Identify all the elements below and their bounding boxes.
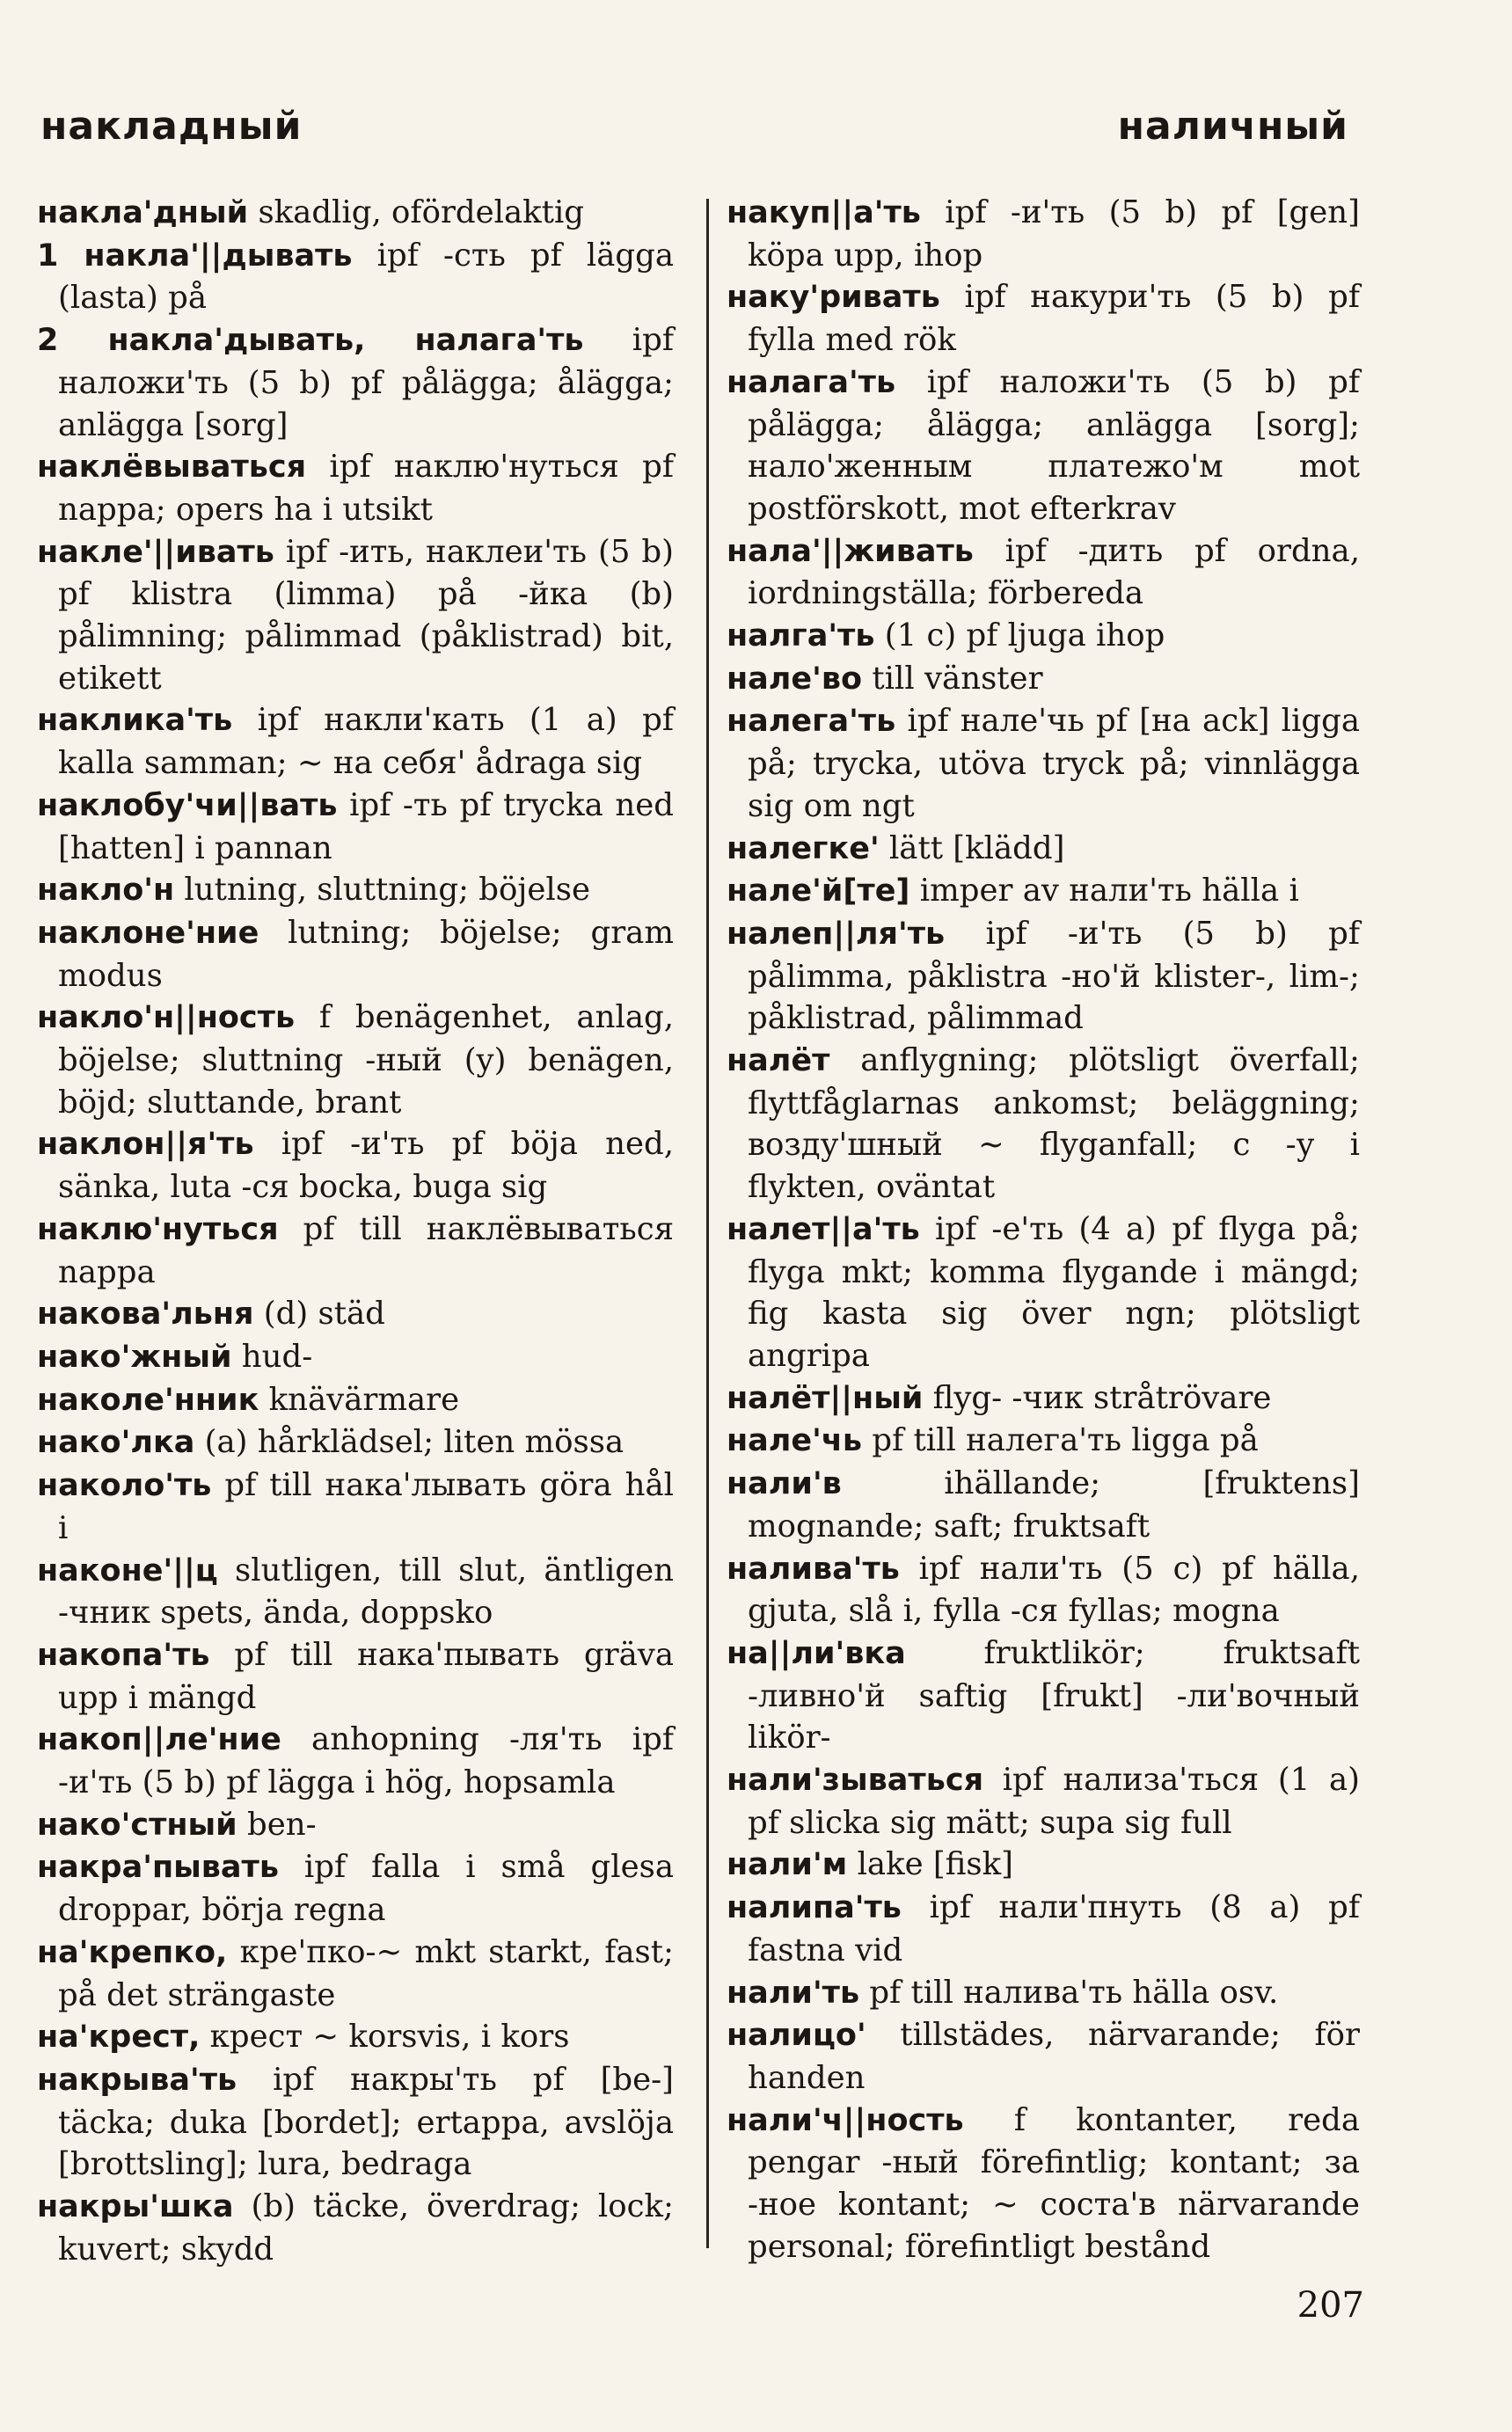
dictionary-entry (37, 912, 674, 997)
entry-definition: кре'пко-~ mkt starkt, fast; på det strängaste (58, 1933, 674, 2013)
entry-definition: ipf накли'кать (1 a) pf kalla samman; ~ на себя' ådraga sig (58, 702, 674, 782)
entry-headword: нале'во (727, 661, 863, 697)
entry-definition: lake [fisk] (847, 1846, 1014, 1883)
entry-definition: ipf наложи'ть (5 b) pf pålägga; ålägga; anlägga [sorg]; нало'женным платежо'м mot postförskott, mot efterkrav (748, 363, 1360, 527)
dictionary-entry (37, 1464, 674, 1549)
page-number: 207 (1297, 2285, 1364, 2326)
dictionary-entry (727, 1463, 1360, 1547)
entry-definition: ipf нализа'ться (1 a) pf slicka sig mätt; supa sig full (748, 1762, 1360, 1841)
dictionary-entry (37, 319, 674, 446)
dictionary-entry (727, 1377, 1360, 1420)
dictionary-entry (727, 1759, 1360, 1844)
dictionary-entry (37, 997, 674, 1123)
entry-definition: (b) täcke, överdrag; lock; kuvert; skydd (58, 2188, 674, 2268)
dictionary-entry (727, 1420, 1360, 1463)
entry-headword: нако'стный (37, 1807, 237, 1843)
entry-definition: ipf нали'пнуть (8 a) pf fastna vid (748, 1889, 1360, 1968)
entry-headword: 2 накла'дывать, налага'ть (37, 323, 584, 359)
dictionary-entry (37, 1336, 674, 1379)
entry-headword: налива'ть (727, 1551, 900, 1587)
entry-definition: flyg- -чик stråtrövare (923, 1379, 1272, 1416)
entry-definition: ihällande; [fruktens] mognande; saft; fruktsaft (748, 1465, 1360, 1545)
dictionary-entry (727, 2100, 1360, 2268)
dictionary-entry (727, 615, 1360, 658)
entry-definition: ipf -и'ть pf böja ned, sänka, luta -ся bocka, buga sig (58, 1126, 674, 1206)
dictionary-entry (37, 235, 674, 319)
dictionary-entry (727, 530, 1360, 615)
dictionary-entry (727, 658, 1360, 701)
entry-definition: ipf наложи'ть (5 b) pf pålägga; ålägga; anlägga [sorg] (58, 322, 674, 443)
dictionary-entry (37, 869, 674, 912)
dictionary-entry (37, 1719, 674, 1803)
entry-definition: ipf -ить, наклеи'ть (5 b) pf klistra (limma) på -йка (b) pålimning; pålimmad (påklistrad) bit, etikett (58, 533, 674, 697)
entry-definition: pf till нака'пывать gräva upp i mängd (58, 1636, 674, 1716)
entry-definition: tillstädes, närvarande; för handen (748, 2017, 1360, 2096)
entry-headword: наклоне'ние (37, 915, 259, 951)
entry-headword: накры'шка (37, 2189, 234, 2225)
dictionary-entry (37, 785, 674, 869)
entry-definition: ipf наклю'нуться pf nappa; opers ha i utsikt (58, 449, 674, 528)
entry-headword: налегке' (727, 830, 880, 866)
dictionary-entry (37, 1804, 674, 1847)
entry-definition: pf till налива'ть hälla osv. (859, 1974, 1279, 2011)
right-column (727, 192, 1360, 2268)
entry-headword: налёт||ный (727, 1380, 924, 1416)
dictionary-entry (727, 192, 1360, 276)
entry-definition: fruktlikör; fruktsaft -ливно'й saftig [frukt] -ли'вочный likör- (748, 1634, 1360, 1756)
entry-definition: lutning; böjelse; gram modus (58, 914, 674, 994)
entry-headword: накло'н (37, 873, 175, 909)
dictionary-entry (37, 1634, 674, 1719)
entry-definition: f benägenhet, anlag, böjelse; sluttning -ный (y) benägen, böjd; sluttande, brant (58, 999, 674, 1121)
entry-definition: ipf -и'ть (5 b) pf [gen] köpa upp, ihop (748, 194, 1360, 274)
entry-definition: skadlig, ofördelaktig (248, 194, 585, 230)
entry-definition: (d) städ (253, 1296, 385, 1333)
dictionary-entry (727, 1844, 1360, 1887)
entry-definition: ipf falla i små glesa droppar, börja regna (58, 1849, 674, 1929)
entry-definition: ipf нали'ть (5 c) pf hälla, gjuta, slå i, fylla -ся fyllas; mogna (748, 1550, 1360, 1630)
entry-definition: ben- (237, 1806, 317, 1843)
dictionary-entry (37, 446, 674, 530)
right-guide-word: наличный (1117, 104, 1348, 149)
dictionary-entry (37, 1379, 674, 1422)
dictionary-entry (727, 700, 1360, 827)
entry-headword: наколо'ть (37, 1468, 212, 1504)
dictionary-entry (727, 1209, 1360, 1377)
entry-definition: knävärmare (259, 1381, 460, 1418)
entry-headword: налипа'ть (727, 1890, 902, 1926)
dictionary-entry (37, 1846, 674, 1931)
entry-headword: нала'||живать (727, 533, 974, 569)
entry-definition: (a) hårklädsel; liten mössa (194, 1424, 625, 1461)
entry-headword: наклон||я'ть (37, 1127, 254, 1163)
entry-headword: нале'й[те] (727, 873, 910, 909)
entry-headword: нали'в (727, 1466, 842, 1502)
dictionary-entry (37, 2016, 674, 2059)
entry-definition: pf till наклёвываться nappa (58, 1210, 674, 1290)
dictionary-entry (727, 828, 1360, 871)
entry-definition: ipf нале'чь pf [на ack] ligga på; trycka, utöva tryck på; vinnlägga sig om ngt (748, 703, 1360, 824)
dictionary-entry (37, 1293, 674, 1336)
entry-definition: hud- (231, 1338, 313, 1375)
entry-headword: накла'дный (37, 195, 249, 230)
entry-headword: наколе'нник (37, 1382, 259, 1418)
entry-definition: lätt [klädd] (879, 829, 1065, 866)
entry-definition: (1 c) pf ljuga ihop (874, 617, 1165, 654)
entry-headword: нако'лка (37, 1425, 195, 1461)
entry-headword: на||ли'вка (727, 1635, 906, 1671)
entry-definition: ipf -сть pf lägga (lasta) på (58, 237, 674, 317)
dictionary-entry (37, 1209, 674, 1293)
entry-headword: налга'ть (727, 618, 875, 654)
entry-headword: накрыва'ть (37, 2062, 237, 2098)
dictionary-entry (727, 362, 1360, 530)
dictionary-entry (37, 699, 674, 784)
column-divider (706, 199, 709, 2248)
entry-headword: налеп||ля'ть (727, 916, 946, 952)
entry-headword: нали'ть (727, 1975, 860, 2011)
entry-headword: накоп||ле'ние (37, 1722, 281, 1758)
entry-headword: 1 накла'||дывать (37, 237, 353, 274)
dictionary-entry (37, 1123, 674, 1208)
dictionary-entry (727, 276, 1360, 361)
dictionary-entry (37, 2186, 674, 2270)
dictionary-entry (727, 1548, 1360, 1632)
entry-definition: pf till налега'ть ligga på (862, 1422, 1259, 1459)
dictionary-entry (37, 1550, 674, 1634)
entry-headword: накуп||а'ть (727, 195, 921, 230)
dictionary-entry (37, 192, 674, 235)
page-header (40, 104, 1348, 165)
entry-headword: накова'льня (37, 1296, 254, 1333)
dictionary-entry (727, 1632, 1360, 1759)
entry-headword: наку'ривать (727, 280, 940, 316)
left-column (37, 192, 674, 2270)
entry-definition: anhopning -ля'ть ipf -и'ть (5 b) pf lägga i hög, hopsamla (58, 1721, 674, 1801)
entry-headword: налега'ть (727, 704, 896, 740)
dictionary-entry (727, 2014, 1360, 2099)
entry-definition: f kontanter, reda pengar -ный förefintlig; kontant; за -ное kontant; ~ соста'в närvarande personal; förefintligt bestånd (748, 2101, 1360, 2265)
entry-headword: на'крест, (37, 2019, 201, 2056)
entry-headword: налага'ть (727, 364, 896, 400)
entry-headword: наклобу'чи||вать (37, 787, 338, 823)
entry-definition: ipf -е'ть (4 a) pf flyga på; flyga mkt; komma flygande i mängd; fig kasta sig över ngn; plötsligt angripa (748, 1210, 1360, 1374)
entry-headword: налицо' (727, 2018, 866, 2054)
entry-headword: наклю'нуться (37, 1211, 279, 1247)
entry-headword: нали'м (727, 1847, 848, 1883)
entry-headword: наклёвываться (37, 449, 307, 486)
dictionary-entry (727, 913, 1360, 1040)
entry-headword: налет||а'ть (727, 1211, 920, 1247)
entry-definition: lutning, sluttning; böjelse (174, 872, 590, 909)
entry-headword: на'крепко, (37, 1934, 228, 1970)
entry-headword: налёт (727, 1043, 830, 1079)
entry-headword: наклика'ть (37, 703, 233, 739)
entry-headword: нако'жный (37, 1339, 232, 1375)
entry-headword: нали'ч||ность (727, 2102, 964, 2138)
entry-headword: накло'н||ность (37, 1000, 296, 1036)
entry-definition: till vänster (862, 660, 1043, 697)
entry-definition: ipf -дить pf ordna, iordningställa; förbereda (748, 532, 1360, 612)
entry-definition: крест ~ korsvis, i kors (200, 2019, 570, 2056)
entry-headword: накле'||ивать (37, 534, 274, 570)
dictionary-entry (727, 1887, 1360, 1971)
entry-headword: накопа'ть (37, 1637, 210, 1673)
dictionary-entry (727, 1972, 1360, 2015)
entry-definition: pf till нака'лывать göra hål i (58, 1467, 674, 1546)
entry-definition: ipf -и'ть (5 b) pf pålimma, påklistra -но'й klister-, lim-; påklistrad, pålimmad (748, 915, 1360, 1037)
dictionary-entry (37, 2059, 674, 2186)
entry-definition: anflygning; plötsligt överfall; flyttfåglarnas ankomst; beläggning; возду'шный ~ flyganfall; с -у i flykten, oväntat (748, 1042, 1360, 1206)
dictionary-entry (37, 531, 674, 700)
entry-definition: ipf накури'ть (5 b) pf fylla med rök (748, 279, 1360, 359)
dictionary-entry (37, 1421, 674, 1464)
entry-definition: ipf -ть pf trycka ned [hatten] i pannan (58, 786, 674, 866)
dictionary-entry (727, 870, 1360, 913)
entry-headword: наконе'||ц (37, 1552, 218, 1588)
dictionary-entry (37, 1932, 674, 2016)
entry-definition: slutligen, till slut, äntligen -чник spets, ända, doppsko (58, 1552, 674, 1632)
entry-headword: накра'пывать (37, 1850, 279, 1886)
entry-definition: ipf накры'ть pf [be-] täcka; duka [bordet]; ertappa, avslöja [brottsling]; lura, bedraga (58, 2061, 674, 2183)
entry-definition: imper av нали'ть hälla i (909, 873, 1299, 909)
entry-headword: нали'зываться (727, 1763, 984, 1799)
left-guide-word: накладный (40, 104, 303, 149)
dictionary-entry (727, 1040, 1360, 1209)
entry-headword: нале'чь (727, 1423, 863, 1459)
